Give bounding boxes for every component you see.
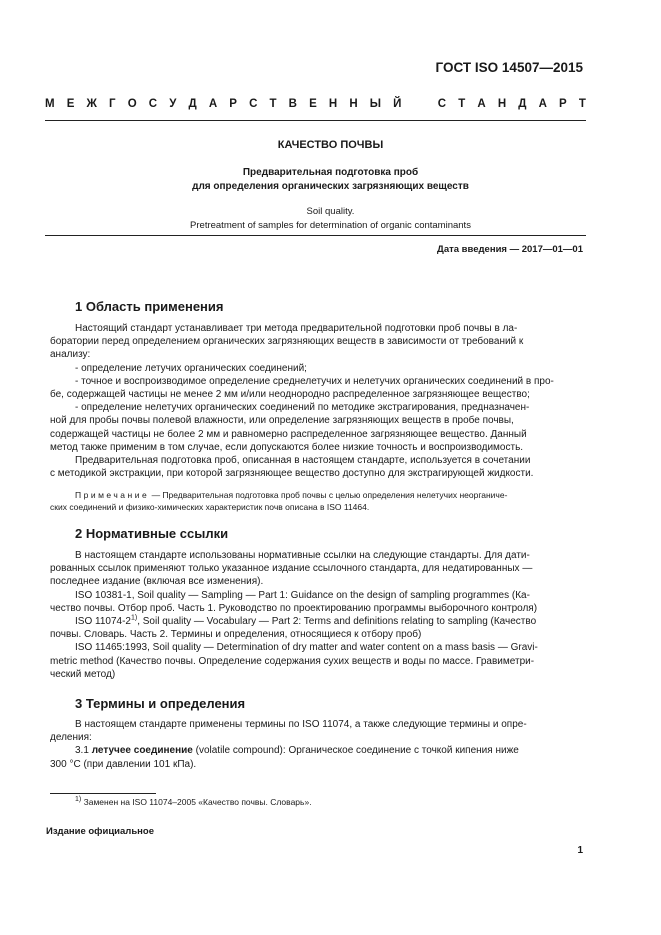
interstate-letter: Н	[349, 98, 358, 110]
title-ru-line2: для определения органических загрязняющих веществ	[192, 181, 469, 192]
interstate-letter: Т	[269, 98, 277, 110]
page-number: 1	[577, 845, 583, 856]
footnote-rule	[50, 793, 156, 794]
section-3-body: В настоящем стандарте применены термины по ISO 11074, а также следующие термины и опре- деления: 3.1 летучее соединение (volatile compound): Органическое соединение с точкой кипения ниже 300 °С (при давлении 101 кПа).	[50, 718, 583, 771]
title-rule	[45, 235, 586, 236]
interstate-letter: Й	[393, 98, 402, 110]
section-3-heading: 3 Термины и определения	[75, 696, 246, 711]
interstate-letter: Т	[578, 98, 586, 110]
introduction-date: Дата введения — 2017—01—01	[437, 244, 583, 255]
interstate-letter: А	[477, 98, 486, 110]
title-en-line1: Soil quality.	[306, 206, 355, 217]
note-label: Примечание	[75, 490, 150, 500]
s1-bullet-line: ной для пробы почвы полевой влажности, или определение загрязняющих веществ в пробе почвы,	[50, 415, 514, 427]
interstate-letter: Т	[458, 98, 466, 110]
title-ru-line1: Предварительная подготовка проб	[242, 167, 419, 178]
title-english	[45, 205, 616, 232]
interstate-letter: Ы	[369, 98, 382, 110]
interstate-letter: Р	[559, 98, 567, 110]
s1-bullet-line: метод также применим в том случае, если допускаются более низкие точность и воспроизводимость.	[50, 441, 524, 453]
term-3-1: 3.1 летучее соединение (volatile compound): Органическое соединение с точкой кипения ниже	[75, 745, 519, 757]
s1-bullet-line: бе, содержащей частицы не менее 2 мм и/или неоднородно распределенное загрязняющее вещество;	[50, 389, 530, 401]
interstate-letter: Г	[109, 98, 116, 110]
interstate-standard-banner	[45, 98, 586, 110]
interstate-letter: Е	[309, 98, 317, 110]
section-1-body	[50, 322, 583, 480]
section-2-heading: 2 Нормативные ссылки	[75, 526, 229, 541]
section-2-body: В настоящем стандарте использованы нормативные ссылки на следующие стандарты. Для дати- рованных ссылок применяют только указанное издание ссылочного стандарта, для недатированных — последнее издание (включая все изменения). ISO 10381-1, Soil quality — Sampling — Part 1: Guidance on the design of sampling programmes (Ка- чество почвы. Отбор проб. Часть 1. Руководство по проектированию программы выборочного контроля) ISO 11074-2$^{1)}$, Soil quality — Vocabulary — Part 2: Terms and definitions relating to sampling (Качество почвы. Словарь. Часть 2. Термины и определения, относящиеся к отбору проб) ISO 11465:1993, Soil quality — Determination of dry matter and water content on a mass basis — Gravi- metric method (Качество почвы. Определение содержания сухих веществ и воды по массе. Гравиметри- ческий метод)	[50, 549, 583, 681]
interstate-letter: Ж	[86, 98, 97, 110]
standard-code: ГОСТ ISO 14507—2015	[435, 60, 583, 75]
title-russian	[45, 166, 616, 194]
title-main: КАЧЕСТВО ПОЧВЫ	[277, 139, 384, 151]
s1-p2-line: Предварительная подготовка проб, описанная в настоящем стандарте, используется в сочетании	[75, 455, 531, 467]
interstate-letter: А	[538, 98, 547, 110]
interstate-letter: С	[437, 98, 447, 110]
interstate-letter: Е	[66, 98, 75, 110]
interstate-letter: У	[169, 98, 177, 110]
s1-bullet-line: - точное и воспроизводимое определение среднелетучих и нелетучих органических соединений в про-	[75, 375, 554, 387]
interstate-letter: Д	[188, 98, 197, 110]
header-rule	[45, 120, 586, 121]
section-1-note: Примечание — Предварительная подготовка проб почвы с целью определения нелетучих неорганиче- ских соединений и физико-химических характеристик почв описана в ISO 11464.	[50, 490, 508, 512]
interstate-letter: С	[249, 98, 258, 110]
s1-p1-line: Настоящий стандарт устанавливает три метода предварительной подготовки проб почвы в ла-	[75, 323, 518, 334]
s1-p2-line: с методикой экстракции, при которой загрязняющее вещество доступно для экстрагирующей жидкости.	[50, 468, 534, 480]
s1-bullet-line: - определение летучих органических соединений;	[75, 362, 307, 374]
ref-iso-10381-1: ISO 10381-1, Soil quality — Sampling — Part 1: Guidance on the design of sampling programmes (Ка-	[75, 589, 530, 601]
ref-iso-11074-2: ISO 11074-2$^{1)}$, Soil quality — Vocabulary — Part 2: Terms and definitions relating to sampling (Качество	[75, 614, 537, 628]
section-1-heading: 1 Область применения	[75, 299, 224, 314]
interstate-letter: Н	[497, 98, 507, 110]
official-edition-label: Издание официальное	[46, 826, 154, 837]
interstate-letter: А	[208, 98, 218, 110]
s1-bullet-line: содержащей частицы не более 2 мм и равномерно распределенное загрязняющее вещество. Данный	[50, 428, 527, 440]
s1-p1-line: боратории перед определением органических загрязняющих веществ в зависимости от требований к	[50, 336, 524, 348]
s1-bullet-line: - определение нелетучих органических соединений по методике экстрагирования, предназначен-	[75, 402, 530, 414]
interstate-letter: В	[288, 98, 297, 110]
ref-iso-11465: ISO 11465:1993, Soil quality — Determination of dry matter and water content on a mass basis — Gravi-	[75, 642, 538, 654]
interstate-letter: О	[127, 98, 137, 110]
interstate-letter: Д	[518, 98, 527, 110]
footnote: $^{1)}$ Заменен на ISO 11074–2005 «Качество почвы. Словарь».	[75, 796, 312, 807]
interstate-letter: Р	[229, 98, 237, 110]
interstate-letter: Н	[328, 98, 338, 110]
title-en-line2: Pretreatment of samples for determination of organic contaminants	[190, 219, 471, 231]
interstate-letter: М	[45, 98, 55, 110]
term-name: летучее соединение	[91, 745, 193, 757]
s1-p1-line: анализу:	[50, 349, 91, 361]
interstate-letter: С	[148, 98, 158, 110]
footnote-ref-mark: 1)	[130, 614, 138, 622]
